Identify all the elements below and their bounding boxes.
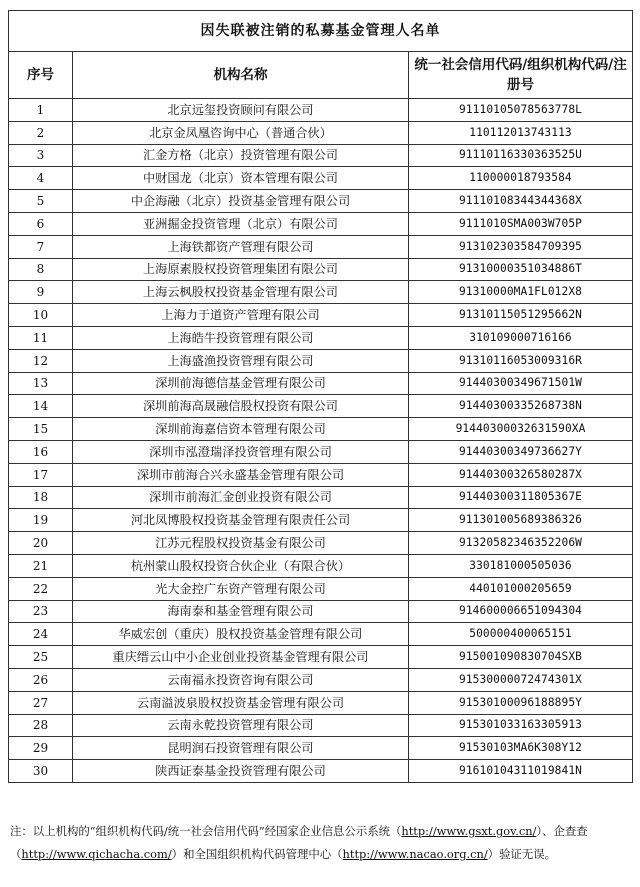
table-row — [9, 235, 633, 258]
credit-code: 91320582346352206W — [409, 532, 633, 555]
footnote-mid2: ）和全国组织机构代码管理中心（ — [171, 847, 343, 861]
institution-name: 上海原素股权投资管理集团有限公司 — [73, 258, 409, 281]
institution-name: 亚洲掘金投资管理（北京）有限公司 — [73, 212, 409, 235]
credit-code: 330181000505036 — [409, 554, 633, 577]
table-row — [9, 463, 633, 486]
credit-code: 500000400065151 — [409, 623, 633, 646]
credit-code: 911301005689386326 — [409, 509, 633, 532]
institution-name: 重庆缙云山中小企业创业投资基金管理有限公司 — [73, 646, 409, 669]
credit-code: 91530103MA6K308Y12 — [409, 737, 633, 760]
institution-name: 云南福永投资咨询有限公司 — [73, 668, 409, 691]
table-row — [9, 212, 633, 235]
credit-code: 91530000072474301X — [409, 668, 633, 691]
table-row — [9, 600, 633, 623]
row-number: 17 — [9, 463, 73, 486]
credit-code: 914600006651094304 — [409, 600, 633, 623]
nacao-link[interactable]: http://www.nacao.org.cn/ — [342, 847, 488, 861]
credit-code: 91110116330363525U — [409, 144, 633, 167]
table-row — [9, 121, 633, 144]
table-row — [9, 167, 633, 190]
institution-name: 河北凤博股权投资基金管理有限责任公司 — [73, 509, 409, 532]
credit-code: 91310000MA1FL012X8 — [409, 281, 633, 304]
credit-code: 91440300326580287X — [409, 463, 633, 486]
table-row — [9, 646, 633, 669]
row-number: 4 — [9, 167, 73, 190]
row-number: 23 — [9, 600, 73, 623]
table-title: 因失联被注销的私募基金管理人名单 — [9, 11, 633, 52]
institution-name: 上海盛渔投资管理有限公司 — [73, 349, 409, 372]
table-row — [9, 418, 633, 441]
table-row — [9, 554, 633, 577]
table-row — [9, 99, 633, 122]
table-row — [9, 737, 633, 760]
row-number: 19 — [9, 509, 73, 532]
row-number: 1 — [9, 99, 73, 122]
institution-name: 华威宏创（重庆）股权投资基金管理有限公司 — [73, 623, 409, 646]
row-number: 22 — [9, 577, 73, 600]
credit-code: 915301033163305913 — [409, 714, 633, 737]
institution-name: 海南泰和基金管理有限公司 — [73, 600, 409, 623]
row-number: 2 — [9, 121, 73, 144]
row-number: 24 — [9, 623, 73, 646]
credit-code: 91310115051295662N — [409, 304, 633, 327]
table-row — [9, 372, 633, 395]
row-number: 3 — [9, 144, 73, 167]
credit-code: 91610104311019841N — [409, 760, 633, 783]
table-row — [9, 190, 633, 213]
row-number: 20 — [9, 532, 73, 555]
institution-name: 上海力于道资产管理有限公司 — [73, 304, 409, 327]
table-row — [9, 440, 633, 463]
credit-code: 915001090830704SXB — [409, 646, 633, 669]
institution-name: 深圳前海嘉信资本管理有限公司 — [73, 418, 409, 441]
deregistered-managers-table — [8, 10, 633, 783]
table-row — [9, 304, 633, 327]
table-body — [9, 99, 633, 783]
row-number: 5 — [9, 190, 73, 213]
row-number: 16 — [9, 440, 73, 463]
footnote — [10, 820, 630, 866]
credit-code: 913102303584709395 — [409, 235, 633, 258]
credit-code: 110112013743113 — [409, 121, 633, 144]
credit-code: 91440300032631590XA — [409, 418, 633, 441]
row-number: 25 — [9, 646, 73, 669]
table-row — [9, 326, 633, 349]
row-number: 13 — [9, 372, 73, 395]
row-number: 12 — [9, 349, 73, 372]
institution-name: 昆明润石投资管理有限公司 — [73, 737, 409, 760]
institution-name: 汇金方格（北京）投资管理有限公司 — [73, 144, 409, 167]
row-number: 7 — [9, 235, 73, 258]
footnote-suffix: ）验证无误。 — [487, 847, 557, 861]
institution-name: 北京远玺投资顾问有限公司 — [73, 99, 409, 122]
row-number: 18 — [9, 486, 73, 509]
row-number: 9 — [9, 281, 73, 304]
qichacha-link[interactable]: http://www.qichacha.com/ — [21, 847, 172, 861]
row-number: 21 — [9, 554, 73, 577]
row-number: 10 — [9, 304, 73, 327]
credit-code: 91440300335268738N — [409, 395, 633, 418]
table-row — [9, 668, 633, 691]
table-row — [9, 577, 633, 600]
credit-code: 91310116053009316R — [409, 349, 633, 372]
institution-name: 光大金控广东资产管理有限公司 — [73, 577, 409, 600]
registry-sheet — [8, 10, 632, 783]
credit-code: 9111010SMA003W705P — [409, 212, 633, 235]
credit-code: 91530100096188895Y — [409, 691, 633, 714]
institution-name: 上海铁都资产管理有限公司 — [73, 235, 409, 258]
table-row — [9, 509, 633, 532]
table-row — [9, 144, 633, 167]
institution-name: 云南溢波泉股权投资基金管理有限公司 — [73, 691, 409, 714]
institution-name: 上海云枫股权投资基金管理有限公司 — [73, 281, 409, 304]
table-row — [9, 760, 633, 783]
table-row — [9, 691, 633, 714]
table-row — [9, 532, 633, 555]
table-row — [9, 258, 633, 281]
row-number: 8 — [9, 258, 73, 281]
institution-name: 云南永乾投资管理有限公司 — [73, 714, 409, 737]
row-number: 28 — [9, 714, 73, 737]
institution-name: 北京金凤凰咨询中心（普通合伙） — [73, 121, 409, 144]
header-code: 统一社会信用代码/组织机构代码/注册号 — [409, 52, 633, 99]
credit-code: 310109000716166 — [409, 326, 633, 349]
institution-name: 江苏元程股权投资基金有限公司 — [73, 532, 409, 555]
credit-code: 91310000351034886T — [409, 258, 633, 281]
table-row — [9, 349, 633, 372]
footnote-prefix: 注：以上机构的“组织机构代码/统一社会信用代码”经国家企业信息公示系统（ — [10, 824, 402, 838]
row-number: 29 — [9, 737, 73, 760]
credit-code: 91110105078563778L — [409, 99, 633, 122]
row-number: 11 — [9, 326, 73, 349]
footnote-mid1: ）、企查查（ — [10, 824, 588, 861]
row-number: 6 — [9, 212, 73, 235]
header-no: 序号 — [9, 52, 73, 99]
table-row — [9, 395, 633, 418]
table-row — [9, 281, 633, 304]
table-row — [9, 714, 633, 737]
header-name: 机构名称 — [73, 52, 409, 99]
institution-name: 深圳前海德信基金管理有限公司 — [73, 372, 409, 395]
table-row — [9, 623, 633, 646]
table-header-row — [9, 52, 633, 99]
table-title-row — [9, 11, 633, 52]
institution-name: 深圳市前海合兴永盛基金管理有限公司 — [73, 463, 409, 486]
institution-name: 中企海融（北京）投资基金管理有限公司 — [73, 190, 409, 213]
institution-name: 杭州蒙山股权投资合伙企业（有限合伙） — [73, 554, 409, 577]
table-row — [9, 486, 633, 509]
institution-name: 深圳市前海汇金创业投资有限公司 — [73, 486, 409, 509]
credit-code: 91440300349671501W — [409, 372, 633, 395]
institution-name: 深圳前海高晟融信股权投资有限公司 — [73, 395, 409, 418]
gsxt-link[interactable]: http://www.gsxt.gov.cn/ — [401, 824, 537, 838]
credit-code: 110000018793584 — [409, 167, 633, 190]
credit-code: 91440300311805367E — [409, 486, 633, 509]
row-number: 15 — [9, 418, 73, 441]
row-number: 30 — [9, 760, 73, 783]
row-number: 14 — [9, 395, 73, 418]
institution-name: 中财国龙（北京）资本管理有限公司 — [73, 167, 409, 190]
row-number: 26 — [9, 668, 73, 691]
institution-name: 陕西证泰基金投资管理有限公司 — [73, 760, 409, 783]
institution-name: 上海皓牛投资管理有限公司 — [73, 326, 409, 349]
credit-code: 91110108344344368X — [409, 190, 633, 213]
row-number: 27 — [9, 691, 73, 714]
institution-name: 深圳市泓澄瑞泽投资管理有限公司 — [73, 440, 409, 463]
credit-code: 91440300349736627Y — [409, 440, 633, 463]
credit-code: 440101000205659 — [409, 577, 633, 600]
